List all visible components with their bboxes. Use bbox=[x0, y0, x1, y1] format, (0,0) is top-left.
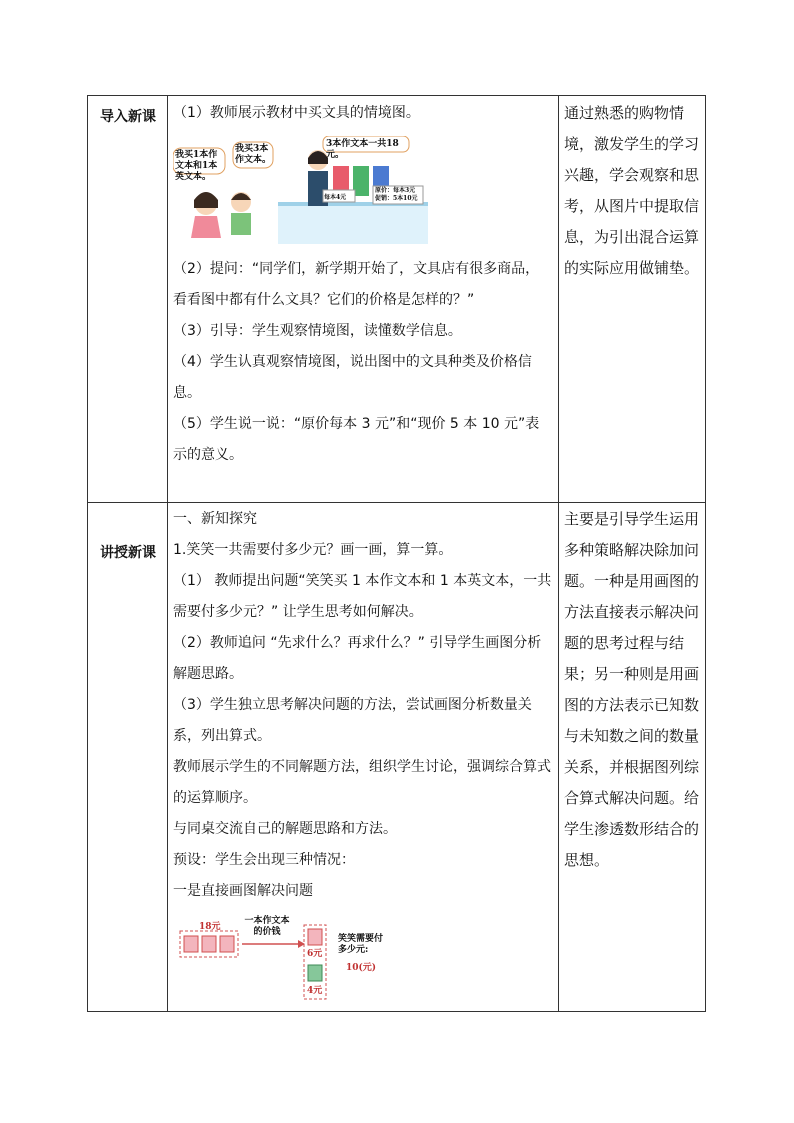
step-text: （1）教师展示教材中买文具的情境图。 bbox=[173, 105, 420, 121]
boy-shirt bbox=[231, 213, 251, 235]
boy-hair bbox=[231, 193, 251, 200]
book-icon bbox=[308, 929, 322, 945]
step-case-1: 一是直接画图解决问题 bbox=[173, 883, 313, 899]
arrow-label: 一本作文本的价钱 bbox=[244, 916, 290, 937]
counter bbox=[278, 204, 428, 244]
lesson-table bbox=[87, 95, 706, 1012]
book-icon bbox=[184, 936, 198, 952]
bubble-girl-text: 我买1本作文本和1本英文本。 bbox=[175, 150, 218, 182]
step-2: （2）提问：“同学们，新学期开始了，文具店有很多商品，看看图中都有什么文具？它们的价格是怎样的？” bbox=[173, 261, 540, 308]
step-question: 1.笑笑一共需要付多少元？画一画，算一算。 bbox=[173, 542, 453, 558]
diagram-answer: 10(元) bbox=[346, 963, 377, 973]
book-icon bbox=[220, 936, 234, 952]
tag-original-text: 原价：每本3元 bbox=[375, 187, 416, 194]
row-label: 导入新课 bbox=[100, 109, 156, 125]
english-book-icon bbox=[308, 965, 322, 981]
step-3: （3）引导：学生观察情境图，读懂数学信息。 bbox=[173, 323, 462, 339]
price-composition: 6元 bbox=[307, 949, 323, 959]
row-label: 讲授新课 bbox=[100, 545, 156, 561]
bubble-teacher-text: 3本作文本一共18元。 bbox=[326, 139, 399, 160]
girl-dress bbox=[191, 216, 221, 238]
book-icon bbox=[202, 936, 216, 952]
step-discuss: 教师展示学生的不同解题方法，组织学生讨论，强调综合算式的运算顺序。 bbox=[173, 759, 551, 806]
step-5: （5）学生说一说：“原价每本 3 元”和“现价 5 本 10 元”表示的意义。 bbox=[173, 416, 540, 463]
step-1: （1） 教师提出问题“笑笑买 1 本作文本和 1 本英文本，一共需要付多少元？” 让学生思考如何解决。 bbox=[173, 573, 552, 620]
step-share: 与同桌交流自己的解题思路和方法。 bbox=[173, 821, 397, 837]
purpose-text: 通过熟悉的购物情境，激发学生的学习兴趣，学会观察和思考，从图片中提取信息，为引出混合运算的实际应用做铺垫。 bbox=[564, 104, 700, 277]
row-divider bbox=[88, 502, 705, 503]
tag-promo-text: 促销：5本10元 bbox=[375, 195, 418, 202]
tag-english-text: 每本4元 bbox=[324, 194, 347, 201]
step-text bbox=[173, 254, 553, 471]
step-3: （3）学生独立思考解决问题的方法，尝试画图分析数量关系，列出算式。 bbox=[173, 697, 532, 744]
bubble-boy-text: 我买3本作文本。 bbox=[235, 144, 272, 165]
step-heading: 一、新知探究 bbox=[173, 511, 257, 527]
purpose-text: 主要是引导学生运用多种策略解决除加问题。一种是用画图的方法直接表示解决问题的思考过程与结果；另一种则是用画图的方法表示已知数与未知数之间的数量关系，并根据图列综合算式解决问题。给学生渗透数形结合的思想。 bbox=[564, 510, 700, 869]
column-divider bbox=[558, 96, 559, 1011]
step-preset: 预设：学生会出现三种情况： bbox=[173, 852, 355, 868]
step-2: （2）教师追问 “先求什么？再求什么？” 引导学生画图分析解题思路。 bbox=[173, 635, 542, 682]
girl-hair bbox=[194, 192, 218, 208]
step-4: （4）学生认真观察情境图，说出图中的文具种类及价格信息。 bbox=[173, 354, 532, 401]
diagram-question: 笑笑需要付多少元: bbox=[338, 934, 384, 955]
total-price: 18元 bbox=[199, 922, 221, 932]
price-english: 4元 bbox=[307, 986, 323, 996]
teaching-steps bbox=[173, 504, 553, 907]
